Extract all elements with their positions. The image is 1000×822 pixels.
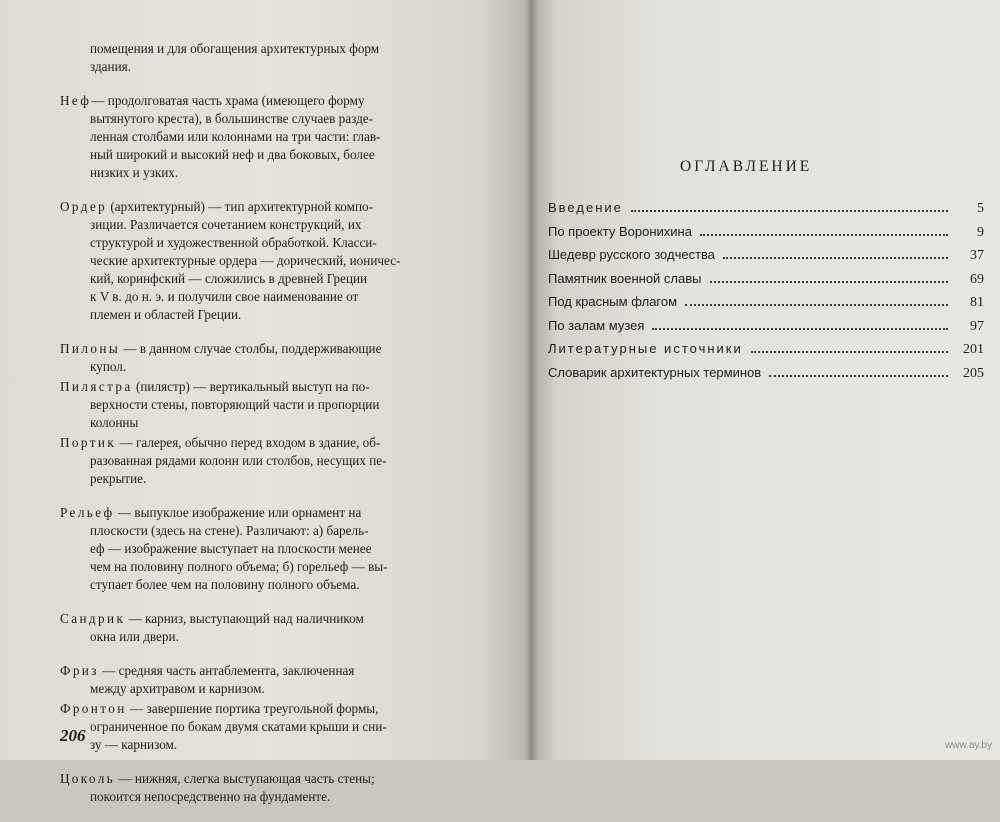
toc-leader-dots	[652, 327, 948, 330]
glossary-entry-continuation	[60, 40, 490, 76]
glossary-entry-frieze	[60, 662, 490, 698]
toc-item-label: По залам музея	[548, 317, 645, 333]
entry-line: — в данном случае столбы, поддерживающие	[120, 341, 382, 356]
glossary-entry-nef	[60, 92, 490, 182]
entry-line: кий, коринфский — сложились в древней Греции	[90, 271, 368, 286]
glossary-entry-pilaster	[60, 378, 490, 432]
glossary-term: Фронтон	[60, 701, 127, 716]
entry-line: структурой и художественной обработкой. Класси-	[90, 235, 377, 250]
entry-line: — нижняя, слегка выступающая часть стены;	[115, 771, 375, 786]
book-gutter	[524, 0, 538, 760]
glossary-term: Сандрик	[60, 611, 126, 626]
toc-item-page: 201	[963, 342, 984, 357]
toc-leader-dots	[751, 350, 948, 353]
entry-line: вытянутого креста), в большинстве случаев разде-	[90, 111, 374, 126]
entry-line: — выпуклое изображение или орнамент на	[114, 505, 362, 520]
entry-line: — завершение портика треугольной формы,	[126, 701, 379, 716]
glossary-term: Рельеф	[60, 505, 115, 520]
glossary-entry-pylons	[60, 340, 490, 376]
toc-item-page: 9	[977, 224, 984, 240]
glossary-entry-relief	[60, 504, 490, 594]
entry-line: разованная рядами колонн или столбов, несущих пе-	[90, 453, 387, 468]
entry-line: между архитравом и карнизом.	[90, 681, 265, 696]
glossary-term: Ордер	[60, 199, 108, 214]
entry-line: — карниз, выступающий над наличником	[125, 611, 364, 626]
entry-line: ный широкий и высокий неф и два боковых, более	[90, 147, 375, 162]
toc-leader-dots	[685, 303, 948, 306]
toc-title: ОГЛАВЛЕНИЕ	[680, 158, 813, 175]
toc-item-page: 205	[963, 365, 984, 381]
table-of-contents	[548, 200, 984, 388]
toc-item	[548, 224, 984, 248]
toc-item-label: Под красным флагом	[548, 294, 678, 309]
toc-leader-dots	[723, 256, 948, 259]
glossary-entry-portico	[60, 434, 490, 488]
toc-item-label: По проекту Воронихина	[548, 223, 692, 239]
entry-line: помещения и для обогащения архитектурных форм	[90, 41, 380, 56]
glossary-entry-plinth	[60, 770, 490, 806]
glossary-term: Портик	[60, 435, 117, 450]
entry-line: рекрытие.	[90, 471, 147, 486]
toc-item-label: Словарик архитектурных терминов	[548, 364, 762, 380]
toc-item	[548, 200, 984, 224]
glossary-term: Пилоны	[60, 341, 121, 356]
toc-leader-dots	[700, 233, 948, 236]
entry-line: ограниченное по бокам двумя скатами крыши и сни-	[90, 719, 387, 734]
toc-item-page: 69	[970, 271, 984, 287]
entry-line: к V в. до н. э. и получили свое наименование от	[90, 289, 359, 304]
toc-item-page: 37	[970, 248, 984, 263]
toc-item-label: Введение	[548, 200, 623, 215]
glossary-term: Цоколь	[60, 771, 116, 786]
toc-item-label: Литературные источники	[548, 341, 743, 356]
toc-item-page: 81	[970, 295, 984, 310]
entry-line: чем на половину полного объема; б) горельеф — вы-	[90, 559, 388, 574]
entry-line: зу — карнизом.	[90, 737, 178, 752]
entry-line: покоится непосредственно на фундаменте.	[90, 789, 331, 804]
entry-line: — продолговатая часть храма (имеющего форму	[91, 93, 365, 108]
toc-item-page: 97	[970, 318, 984, 334]
toc-item	[548, 294, 984, 318]
glossary-term: Пилястра	[60, 379, 133, 394]
glossary-term: Фриз	[60, 663, 99, 678]
entry-line: племен и областей Греции.	[90, 307, 242, 322]
toc-item	[548, 365, 984, 389]
entry-line: здания.	[90, 59, 132, 74]
entry-line: (архитектурный) — тип архитектурной компо-	[107, 199, 374, 214]
entry-line: колонны	[90, 415, 139, 430]
toc-leader-dots	[769, 374, 948, 377]
glossary	[60, 40, 490, 822]
entry-line: низких и узких.	[90, 165, 179, 180]
watermark: www.ay.by	[944, 740, 992, 751]
entry-line: ческие архитектурные ордера — дорический, ионичес-	[90, 253, 401, 268]
toc-leader-dots	[710, 280, 949, 283]
toc-leader-dots	[631, 209, 948, 212]
toc-item	[548, 318, 984, 342]
entry-line: еф — изображение выступает на плоскости менее	[90, 541, 372, 556]
entry-line: (пилястр) — вертикальный выступ на по-	[132, 379, 370, 394]
entry-line: плоскости (здесь на стене). Различают: а) барель-	[90, 523, 369, 538]
glossary-entry-pediment	[60, 700, 490, 754]
glossary-term: Неф	[60, 93, 92, 108]
toc-item-label: Памятник военной славы	[548, 270, 702, 286]
entry-line: ступает более чем на половину полного объема.	[90, 577, 360, 592]
toc-item	[548, 341, 984, 365]
entry-line: купол.	[90, 359, 127, 374]
entry-line: — средняя часть антаблемента, заключенная	[98, 663, 355, 678]
toc-item-page: 5	[977, 201, 984, 216]
glossary-entry-sandrik	[60, 610, 490, 646]
toc-item-label: Шедевр русского зодчества	[548, 247, 716, 262]
page-number: 206	[60, 726, 86, 745]
entry-line: — галерея, обычно перед входом в здание, об-	[116, 435, 381, 450]
entry-line: ленная столбами или колоннами на три части: глав-	[90, 129, 381, 144]
glossary-entry-order	[60, 198, 490, 324]
toc-item	[548, 271, 984, 295]
entry-line: зиции. Различается сочетанием конструкций, их	[90, 217, 362, 232]
entry-line: верхности стены, повторяющий части и пропорции	[90, 397, 380, 412]
toc-item	[548, 247, 984, 271]
entry-line: окна или двери.	[90, 629, 179, 644]
